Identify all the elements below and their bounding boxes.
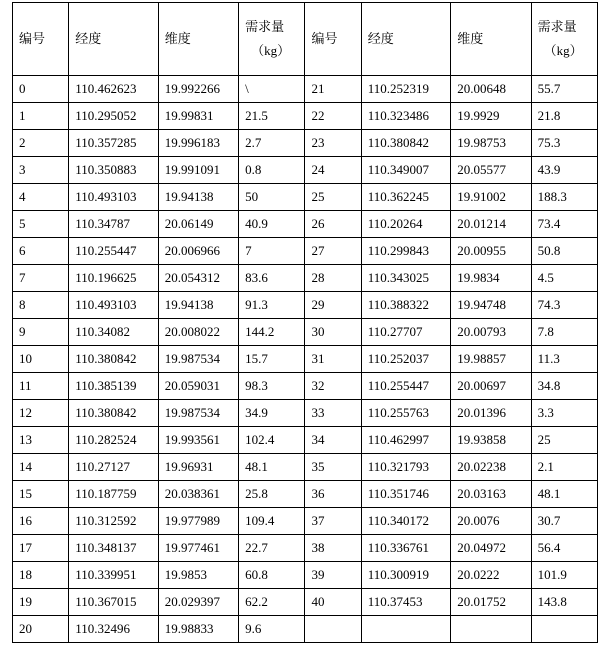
header-demand-label: 需求量: [537, 19, 577, 34]
cell-longitude-right: 110.349007: [361, 157, 450, 184]
cell-latitude-left: 19.987534: [158, 400, 238, 427]
cell-longitude-right: 110.300919: [361, 562, 450, 589]
cell-demand-left: 98.3: [239, 373, 305, 400]
cell-demand-left: 109.4: [239, 508, 305, 535]
cell-demand-right: 73.4: [531, 211, 597, 238]
cell-id-left: 17: [13, 535, 69, 562]
header-id-left: 编号: [13, 3, 69, 76]
cell-id-right: 31: [305, 346, 361, 373]
cell-id-right: 33: [305, 400, 361, 427]
table-row: [13, 400, 598, 427]
cell-longitude-right: 110.252319: [361, 76, 450, 103]
cell-demand-left: 144.2: [239, 319, 305, 346]
cell-demand-right: 188.3: [531, 184, 597, 211]
cell-id-right: 28: [305, 265, 361, 292]
cell-latitude-left: 19.9853: [158, 562, 238, 589]
cell-demand-left: 0.8: [239, 157, 305, 184]
cell-id-right: 26: [305, 211, 361, 238]
cell-longitude-right: 110.340172: [361, 508, 450, 535]
cell-id-left: 3: [13, 157, 69, 184]
table-row: [13, 616, 598, 643]
cell-latitude-right: 20.01396: [451, 400, 531, 427]
cell-longitude-left: 110.34082: [69, 319, 158, 346]
cell-demand-left: 50: [239, 184, 305, 211]
cell-longitude-right: 110.255763: [361, 400, 450, 427]
table-row: [13, 157, 598, 184]
cell-id-left: 16: [13, 508, 69, 535]
cell-demand-right: 4.5: [531, 265, 597, 292]
cell-id-right: 22: [305, 103, 361, 130]
cell-latitude-right: 20.05577: [451, 157, 531, 184]
cell-id-left: 18: [13, 562, 69, 589]
cell-id-left: 4: [13, 184, 69, 211]
cell-demand-right: 7.8: [531, 319, 597, 346]
header-row: [13, 3, 598, 76]
cell-longitude-left: 110.462623: [69, 76, 158, 103]
table-row: [13, 130, 598, 157]
cell-longitude-left: 110.493103: [69, 292, 158, 319]
table-row: [13, 292, 598, 319]
cell-id-left: 7: [13, 265, 69, 292]
cell-id-right: 36: [305, 481, 361, 508]
cell-latitude-left: 20.038361: [158, 481, 238, 508]
table-row: [13, 562, 598, 589]
cell-latitude-right: 20.0076: [451, 508, 531, 535]
cell-id-right: 34: [305, 427, 361, 454]
table-row: [13, 346, 598, 373]
cell-longitude-left: 110.295052: [69, 103, 158, 130]
cell-latitude-right: 20.01214: [451, 211, 531, 238]
cell-latitude-right: 20.0222: [451, 562, 531, 589]
cell-latitude-right: 19.98857: [451, 346, 531, 373]
cell-longitude-left: 110.196625: [69, 265, 158, 292]
cell-id-left: 15: [13, 481, 69, 508]
cell-id-left: 1: [13, 103, 69, 130]
cell-longitude-right: 110.462997: [361, 427, 450, 454]
table-row: [13, 265, 598, 292]
cell-id-right: 23: [305, 130, 361, 157]
cell-latitude-left: 19.977989: [158, 508, 238, 535]
cell-latitude-left: 20.008022: [158, 319, 238, 346]
cell-demand-right: 2.1: [531, 454, 597, 481]
cell-id-left: 13: [13, 427, 69, 454]
cell-id-right: 37: [305, 508, 361, 535]
cell-demand-left: 102.4: [239, 427, 305, 454]
cell-latitude-left: 19.977461: [158, 535, 238, 562]
cell-demand-right: 21.8: [531, 103, 597, 130]
cell-longitude-left: 110.282524: [69, 427, 158, 454]
cell-latitude-left: 19.98833: [158, 616, 238, 643]
table-row: [13, 535, 598, 562]
table-row: [13, 427, 598, 454]
cell-longitude-left: 110.350883: [69, 157, 158, 184]
cell-latitude-right: 20.00697: [451, 373, 531, 400]
cell-id-left: 2: [13, 130, 69, 157]
cell-demand-right: 101.9: [531, 562, 597, 589]
demand-table: [12, 2, 598, 643]
cell-id-right: 39: [305, 562, 361, 589]
table-row: [13, 184, 598, 211]
cell-latitude-left: 19.94138: [158, 292, 238, 319]
cell-demand-right: [531, 616, 597, 643]
cell-demand-left: 40.9: [239, 211, 305, 238]
header-longitude-left: 经度: [69, 3, 158, 76]
cell-longitude-left: 110.27127: [69, 454, 158, 481]
cell-demand-left: 25.8: [239, 481, 305, 508]
cell-longitude-right: 110.299843: [361, 238, 450, 265]
cell-id-left: 12: [13, 400, 69, 427]
cell-latitude-right: 19.94748: [451, 292, 531, 319]
header-demand-label: 需求量: [245, 19, 285, 34]
cell-id-left: 6: [13, 238, 69, 265]
cell-longitude-right: 110.380842: [361, 130, 450, 157]
cell-longitude-right: [361, 616, 450, 643]
cell-latitude-left: 19.96931: [158, 454, 238, 481]
header-longitude-right: 经度: [361, 3, 450, 76]
table-row: [13, 319, 598, 346]
cell-demand-right: 143.8: [531, 589, 597, 616]
cell-latitude-left: 19.992266: [158, 76, 238, 103]
cell-id-left: 20: [13, 616, 69, 643]
cell-latitude-left: 19.987534: [158, 346, 238, 373]
table-row: [13, 103, 598, 130]
cell-demand-left: 91.3: [239, 292, 305, 319]
header-demand-unit: （kg）: [251, 43, 291, 58]
cell-longitude-left: 110.357285: [69, 130, 158, 157]
cell-id-right: 35: [305, 454, 361, 481]
cell-longitude-right: 110.323486: [361, 103, 450, 130]
cell-longitude-right: 110.321793: [361, 454, 450, 481]
cell-demand-right: 75.3: [531, 130, 597, 157]
table-row: [13, 454, 598, 481]
table-row: [13, 211, 598, 238]
cell-longitude-right: 110.336761: [361, 535, 450, 562]
cell-id-right: [305, 616, 361, 643]
cell-id-left: 19: [13, 589, 69, 616]
cell-id-right: 25: [305, 184, 361, 211]
cell-latitude-left: 19.991091: [158, 157, 238, 184]
cell-id-left: 8: [13, 292, 69, 319]
cell-demand-right: 56.4: [531, 535, 597, 562]
cell-demand-right: 25: [531, 427, 597, 454]
cell-latitude-left: 20.059031: [158, 373, 238, 400]
cell-longitude-right: 110.27707: [361, 319, 450, 346]
cell-demand-left: 7: [239, 238, 305, 265]
cell-id-right: 21: [305, 76, 361, 103]
cell-demand-right: 34.8: [531, 373, 597, 400]
cell-longitude-right: 110.362245: [361, 184, 450, 211]
cell-latitude-right: 20.04972: [451, 535, 531, 562]
header-demand-left: [239, 3, 305, 76]
cell-longitude-left: 110.348137: [69, 535, 158, 562]
cell-longitude-left: 110.385139: [69, 373, 158, 400]
cell-latitude-left: 20.006966: [158, 238, 238, 265]
cell-longitude-left: 110.493103: [69, 184, 158, 211]
cell-longitude-left: 110.312592: [69, 508, 158, 535]
table-body: [13, 76, 598, 643]
cell-longitude-left: 110.367015: [69, 589, 158, 616]
cell-demand-left: 22.7: [239, 535, 305, 562]
cell-longitude-left: 110.339951: [69, 562, 158, 589]
cell-latitude-left: 20.054312: [158, 265, 238, 292]
header-latitude-left: 维度: [158, 3, 238, 76]
cell-longitude-left: 110.32496: [69, 616, 158, 643]
cell-latitude-right: 19.9929: [451, 103, 531, 130]
cell-id-left: 9: [13, 319, 69, 346]
cell-latitude-right: 19.9834: [451, 265, 531, 292]
cell-demand-left: 15.7: [239, 346, 305, 373]
header-latitude-right: 维度: [451, 3, 531, 76]
cell-latitude-left: 19.996183: [158, 130, 238, 157]
cell-latitude-right: 19.91002: [451, 184, 531, 211]
cell-id-right: 32: [305, 373, 361, 400]
table-row: [13, 508, 598, 535]
cell-id-left: 14: [13, 454, 69, 481]
cell-id-right: 38: [305, 535, 361, 562]
cell-latitude-right: 19.98753: [451, 130, 531, 157]
cell-demand-left: 21.5: [239, 103, 305, 130]
cell-id-left: 11: [13, 373, 69, 400]
cell-latitude-right: 20.00955: [451, 238, 531, 265]
cell-latitude-right: 20.00793: [451, 319, 531, 346]
cell-latitude-right: 20.01752: [451, 589, 531, 616]
cell-id-right: 40: [305, 589, 361, 616]
cell-demand-left: 34.9: [239, 400, 305, 427]
cell-id-right: 29: [305, 292, 361, 319]
cell-id-right: 27: [305, 238, 361, 265]
cell-demand-left: \: [239, 76, 305, 103]
cell-latitude-right: 20.00648: [451, 76, 531, 103]
cell-demand-right: 30.7: [531, 508, 597, 535]
cell-demand-right: 43.9: [531, 157, 597, 184]
cell-longitude-left: 110.380842: [69, 346, 158, 373]
cell-demand-left: 83.6: [239, 265, 305, 292]
cell-longitude-left: 110.34787: [69, 211, 158, 238]
cell-demand-right: 55.7: [531, 76, 597, 103]
table-row: [13, 373, 598, 400]
cell-latitude-right: 19.93858: [451, 427, 531, 454]
table-row: [13, 238, 598, 265]
cell-longitude-right: 110.20264: [361, 211, 450, 238]
cell-demand-right: 50.8: [531, 238, 597, 265]
cell-demand-left: 62.2: [239, 589, 305, 616]
cell-longitude-right: 110.343025: [361, 265, 450, 292]
cell-id-right: 30: [305, 319, 361, 346]
cell-id-left: 0: [13, 76, 69, 103]
cell-demand-right: 11.3: [531, 346, 597, 373]
cell-longitude-left: 110.187759: [69, 481, 158, 508]
cell-latitude-left: 19.99831: [158, 103, 238, 130]
cell-latitude-right: 20.02238: [451, 454, 531, 481]
cell-longitude-right: 110.252037: [361, 346, 450, 373]
cell-longitude-left: 110.380842: [69, 400, 158, 427]
cell-latitude-right: 20.03163: [451, 481, 531, 508]
cell-demand-right: 48.1: [531, 481, 597, 508]
cell-latitude-left: 20.029397: [158, 589, 238, 616]
header-id-right: 编号: [305, 3, 361, 76]
cell-demand-left: 48.1: [239, 454, 305, 481]
cell-longitude-right: 110.351746: [361, 481, 450, 508]
table-row: [13, 589, 598, 616]
cell-longitude-right: 110.388322: [361, 292, 450, 319]
cell-demand-left: 60.8: [239, 562, 305, 589]
cell-latitude-left: 19.993561: [158, 427, 238, 454]
cell-latitude-left: 20.06149: [158, 211, 238, 238]
cell-id-right: 24: [305, 157, 361, 184]
table-row: [13, 481, 598, 508]
cell-latitude-right: [451, 616, 531, 643]
cell-latitude-left: 19.94138: [158, 184, 238, 211]
cell-longitude-left: 110.255447: [69, 238, 158, 265]
cell-longitude-right: 110.255447: [361, 373, 450, 400]
cell-longitude-right: 110.37453: [361, 589, 450, 616]
cell-id-left: 10: [13, 346, 69, 373]
cell-demand-left: 9.6: [239, 616, 305, 643]
header-demand-right: [531, 3, 597, 76]
header-demand-unit: （kg）: [543, 43, 583, 58]
cell-demand-left: 2.7: [239, 130, 305, 157]
cell-demand-right: 3.3: [531, 400, 597, 427]
cell-id-left: 5: [13, 211, 69, 238]
cell-demand-right: 74.3: [531, 292, 597, 319]
table-row: [13, 76, 598, 103]
